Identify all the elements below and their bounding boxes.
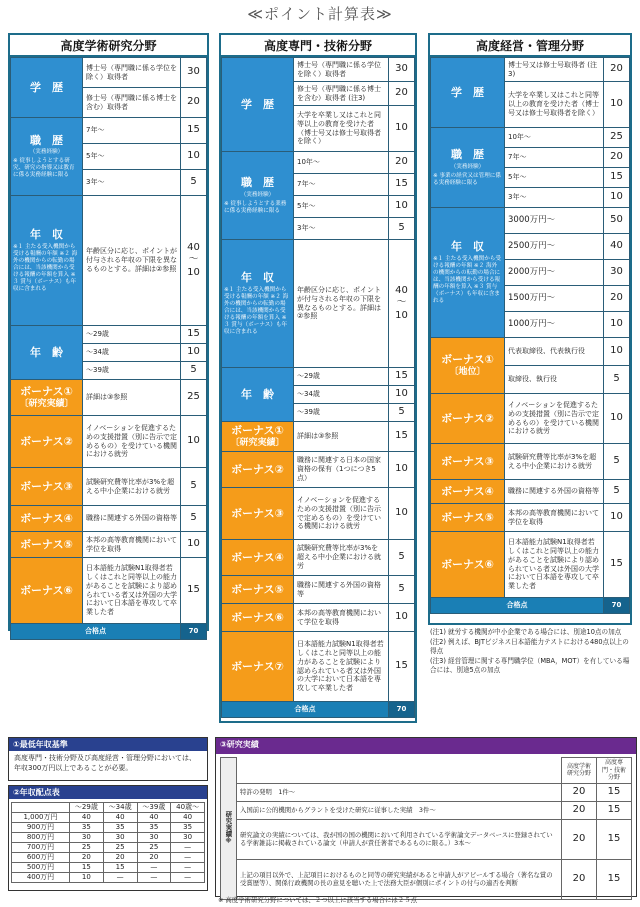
table-cell: —	[171, 863, 205, 873]
pass-value: 70	[181, 624, 207, 640]
bonus-text: イノベーションを促進するための支援措置（別に告示で定めるもの）を受けている機関における就労	[505, 394, 604, 444]
points: 10	[389, 106, 415, 152]
edu-row: 修士号（専門職に係る博士を含む）取得者 (注3)	[294, 82, 389, 106]
table-cell: 10	[70, 873, 104, 883]
income-label: 年 収	[451, 240, 484, 254]
table-cell: 30	[137, 833, 171, 843]
exp-note: ※ 従事しようとする研究、研究の指導又は教育に係る実務経験に限る	[13, 158, 75, 179]
table-cell: 900万円	[12, 823, 70, 833]
pass-value: 70	[389, 702, 415, 718]
bonus-text: 本邦の高等教育機関において学位を取得	[505, 504, 604, 532]
col-header: 高度学術研究分野	[562, 758, 597, 784]
income-row: 2000万円〜	[505, 260, 604, 286]
bonus-label: ボーナス①	[441, 353, 494, 366]
bonus-text: 代表取締役、代表執行役	[505, 338, 604, 366]
points: 10	[389, 604, 415, 632]
bonus-text: 職務に関連する外国の資格等	[294, 576, 389, 604]
table-cell: —	[171, 853, 205, 863]
points: 5	[181, 170, 207, 196]
research-side-label: 研究実績※	[221, 758, 237, 900]
table-cell: 35	[70, 823, 104, 833]
points: 20	[562, 783, 597, 801]
tilde: 〜	[188, 254, 199, 266]
bonus-text: 詳細は③参照	[83, 380, 181, 416]
points: 15	[604, 168, 630, 188]
exp-row: 10年〜	[294, 152, 389, 174]
technical-column	[219, 33, 417, 723]
age-row: 〜34歳	[294, 386, 389, 404]
table-cell: 25	[137, 843, 171, 853]
age-label: 年 齢	[30, 345, 63, 359]
bonus-text: 日本語能力試験N1取得者若しくはこれと同等以上の能力があることを試験により認められている者又は外国の大学において日本語を専攻して卒業した者	[505, 532, 604, 598]
col-header: 〜34歳	[103, 803, 137, 813]
points: 15	[389, 632, 415, 702]
exp-label: 職 歴	[241, 176, 274, 190]
table-cell: 20	[137, 853, 171, 863]
points: 10	[604, 312, 630, 338]
points: 40	[187, 241, 200, 253]
points: 15	[597, 783, 632, 801]
table-cell: 35	[103, 823, 137, 833]
income-note: ※１ 主たる受入機関から受ける報酬の年額 ※２ 海外の機関からの転勤の場合には、当該機関から受ける報酬の年額を算入 ※３ 賞与（ボーナス）も年収に含まれる	[433, 255, 501, 304]
income-table	[11, 802, 205, 883]
bonus-sub: 〔研究実績〕	[19, 398, 74, 409]
exp-label: 職 歴	[30, 133, 63, 147]
pass-label: 合格点	[222, 702, 389, 718]
management-table	[430, 57, 630, 614]
note: (注2) 例えば、BJTビジネス日本語能力テストにおける480点以上の得点	[430, 637, 629, 656]
points: 10	[181, 532, 207, 558]
bonus-label: ボーナス①	[231, 424, 284, 437]
points: 20	[562, 859, 597, 899]
bonus-label: ボーナス⑤	[231, 582, 284, 596]
bonus-text: 日本語能力試験N1取得者若しくはこれと同等以上の能力があることを試験により認められている者又は外国の大学において日本語を専攻して卒業した者	[294, 632, 389, 702]
col-header	[12, 803, 70, 813]
table-cell: 40	[171, 813, 205, 823]
income-note: ※１ 主たる受入機関から受ける報酬の年額 ※２ 海外の機関からの転勤の場合には、当該機関から受ける報酬の年額を算入 ※３ 賞与（ボーナス）も年収に含まれる	[13, 243, 78, 292]
bonus-label: ボーナス③	[441, 454, 494, 468]
edu-row: 大学を卒業し又はこれと同等以上の教育を受けた者（博士号又は修士号取得者を除く）	[294, 106, 389, 152]
points: 40	[604, 234, 630, 260]
academic-header: 高度学術研究分野	[10, 35, 207, 57]
management-column	[428, 33, 632, 625]
management-header: 高度経営・管理分野	[430, 35, 630, 57]
income-row: 3000万円〜	[505, 208, 604, 234]
research-footnote: ※ 高度学術研究分野については、２つ以上に該当する場合には２５点	[218, 896, 417, 904]
bonus-text: 試験研究費等比率が3%を超える中小企業における就労	[294, 540, 389, 576]
exp-label: 職 歴	[451, 148, 484, 162]
bonus-label: ボーナス③	[231, 506, 284, 520]
table-cell: 25	[70, 843, 104, 853]
table-cell: 600万円	[12, 853, 70, 863]
research-row: 上記の項目以外で、上記項目におけるものと同等の研究実績があると申請人がアピールする場合（著名な賞の受賞歴等）、関係行政機関の長の意見を聴いた上で法務大臣が個別にポイントの付与の適否を判断	[237, 859, 562, 899]
table-cell: 15	[70, 863, 104, 873]
points: 5	[389, 218, 415, 240]
table-cell: 800万円	[12, 833, 70, 843]
income-row: 1500万円〜	[505, 286, 604, 312]
income-text: 年齢区分に応じ、ポイントが付与される年収の下限を異なるものとする。詳細は②参照	[294, 240, 389, 368]
technical-header: 高度専門・技術分野	[221, 35, 415, 57]
edu-row: 博士号又は修士号取得者 (注3)	[505, 58, 604, 82]
bonus-text: 取締役、執行役	[505, 366, 604, 394]
bonus-label: ボーナス⑤	[441, 510, 494, 524]
col-header: 〜29歳	[70, 803, 104, 813]
research-row: 入国前に公的機関からグラントを受けた研究に従事した実績 3件〜	[237, 801, 562, 819]
bonus-text: 職務に関連する日本の国家資格の保有（1つにつき5点）	[294, 452, 389, 488]
points: 50	[604, 208, 630, 234]
points: 5	[604, 480, 630, 504]
points: 5	[389, 540, 415, 576]
points: 15	[597, 819, 632, 859]
points: 20	[181, 88, 207, 118]
points: 5	[604, 444, 630, 480]
bonus-sub: 〔地位〕	[449, 366, 486, 377]
table-cell: 20	[103, 853, 137, 863]
points: 30	[181, 58, 207, 88]
points: 5	[181, 362, 207, 380]
income-note: ※１ 主たる受入機関から受ける報酬の年額 ※２ 海外の機関からの転勤の場合には、当該機関から受ける報酬の年額を算入 ※３ 賞与（ボーナス）も年収に含まれる	[224, 286, 289, 335]
bonus-label: ボーナス②	[231, 462, 284, 476]
bonus-text: 日本語能力試験N1取得者若しくはこれと同等以上の能力があることを試験により認められている者又は外国の大学において日本語を専攻して卒業した者	[83, 558, 181, 624]
income-label: 年 収	[30, 228, 63, 242]
points: 20	[604, 148, 630, 168]
table-cell: 15	[103, 863, 137, 873]
bonus-label: ボーナス④	[231, 550, 284, 564]
bonus-text: 本邦の高等教育機関において学位を取得	[294, 604, 389, 632]
income-table-box	[8, 785, 208, 891]
edu-label: 学 歴	[241, 97, 274, 111]
points: 30	[604, 260, 630, 286]
points: 10	[604, 504, 630, 532]
bonus-label: ボーナス②	[20, 434, 73, 448]
age-label: 年 齢	[241, 387, 274, 401]
col-header: 高度専門・技術分野	[597, 758, 632, 784]
table-cell: 40	[70, 813, 104, 823]
points: 10	[187, 266, 200, 278]
income-table-title: ②年収配点表	[9, 786, 207, 799]
exp-row: 3年〜	[505, 188, 604, 208]
exp-sub: （実務経験）	[450, 163, 485, 170]
table-cell: 20	[70, 853, 104, 863]
bonus-label: ボーナス④	[20, 511, 73, 525]
bonus-label: ボーナス①	[20, 385, 73, 398]
bonus-sub: 〔研究実績〕	[230, 437, 285, 448]
min-income-box	[8, 737, 208, 781]
points: 20	[389, 152, 415, 174]
bonus-label: ボーナス⑤	[20, 537, 73, 551]
exp-row: 3年〜	[294, 218, 389, 240]
edu-label: 学 歴	[30, 80, 63, 94]
points: 15	[181, 326, 207, 344]
page-title: ≪ポイント計算表≫	[247, 5, 393, 23]
bonus-text: 試験研究費等比率が3%を超える中小企業における就労	[505, 444, 604, 480]
table-cell: —	[171, 843, 205, 853]
exp-row: 7年〜	[83, 118, 181, 144]
min-income-text: 高度専門・技術分野及び高度経営・管理分野においては、年収300万円以上であることが必要。	[14, 754, 196, 772]
points: 10	[389, 488, 415, 540]
income-row: 2500万円〜	[505, 234, 604, 260]
exp-row: 3年〜	[83, 170, 181, 196]
exp-note: ※ 事業の経営又は管理に係る実務経験に限る	[433, 172, 501, 186]
points: 10	[389, 196, 415, 218]
tilde: 〜	[396, 297, 407, 309]
points: 10	[389, 386, 415, 404]
table-cell: 1,000万円	[12, 813, 70, 823]
col-header: 40歳〜	[171, 803, 205, 813]
edu-row: 博士号（専門職に係る学位を除く）取得者	[294, 58, 389, 82]
exp-row: 7年〜	[294, 174, 389, 196]
bonus-text: 詳細は③参照	[294, 422, 389, 452]
points: 5	[181, 468, 207, 506]
points: 30	[389, 58, 415, 82]
income-row: 1000万円〜	[505, 312, 604, 338]
table-cell: —	[103, 873, 137, 883]
points: 15	[604, 532, 630, 598]
table-cell: 700万円	[12, 843, 70, 853]
note: (注3) 経営管理に関する専門職学位（MBA，MOT）を有している場合には、別途5点の加点	[430, 656, 630, 675]
points: 15	[181, 118, 207, 144]
exp-row: 5年〜	[83, 144, 181, 170]
table-cell: 40	[137, 813, 171, 823]
points: 10	[181, 144, 207, 170]
table-cell: 25	[103, 843, 137, 853]
pass-value: 70	[604, 598, 630, 614]
age-row: 〜39歳	[83, 362, 181, 380]
academic-column	[8, 33, 209, 636]
edu-row: 博士号（専門職に係る学位を除く）取得者	[83, 58, 181, 88]
bonus-label: ボーナス③	[20, 479, 73, 493]
points: 15	[597, 801, 632, 819]
research-row: 特許の発明 1件〜	[237, 783, 562, 801]
points: 5	[604, 366, 630, 394]
points: 10	[181, 344, 207, 362]
table-cell: —	[137, 873, 171, 883]
exp-sub: （実務経験）	[240, 191, 275, 198]
research-title: ③研究実績	[216, 738, 636, 754]
points: 25	[181, 380, 207, 416]
points: 10	[604, 188, 630, 208]
points: 20	[562, 801, 597, 819]
edu-row: 大学を卒業し又はこれと同等以上の教育を受けた者（博士号又は修士号取得者を除く）	[505, 82, 604, 128]
age-row: 〜34歳	[83, 344, 181, 362]
points: 5	[181, 506, 207, 532]
points: 10	[181, 416, 207, 468]
income-label: 年 収	[241, 271, 274, 285]
col-header: 〜39歳	[137, 803, 171, 813]
bonus-text: 本邦の高等教育機関において学位を取得	[83, 532, 181, 558]
points: 25	[604, 128, 630, 148]
management-notes	[430, 628, 635, 676]
bonus-text: 職務に関連する外国の資格等	[505, 480, 604, 504]
academic-table	[10, 57, 207, 640]
points: 15	[389, 422, 415, 452]
note: (注1) 就労する機関が中小企業である場合には、別途10点の加点	[430, 628, 622, 636]
bonus-text: イノベーションを促進するための支援措置（別に告示で定めるもの）を受けている機関における就労	[83, 416, 181, 468]
points: 15	[389, 368, 415, 386]
age-row: 〜29歳	[83, 326, 181, 344]
exp-row: 7年〜	[505, 148, 604, 168]
points: 40	[395, 284, 408, 296]
points: 10	[604, 338, 630, 366]
table-cell: —	[137, 863, 171, 873]
table-cell: 400万円	[12, 873, 70, 883]
table-cell: 30	[70, 833, 104, 843]
edu-label: 学 歴	[451, 85, 484, 99]
points: 10	[604, 82, 630, 128]
income-text: 年齢区分に応じ、ポイントが付与される年収の下限を異なるものとする。詳細は②参照	[83, 196, 181, 326]
table-cell: 500万円	[12, 863, 70, 873]
exp-sub: （実務経験）	[29, 149, 64, 156]
exp-row: 5年〜	[294, 196, 389, 218]
bonus-text: 職務に関連する外国の資格等	[83, 506, 181, 532]
research-row: 研究論文の実績については、我が国の国の機関において利用されている学術論文データベースに登録されている学術雑誌に掲載されている論文（申請人が責任著者であるものに限る。）3本〜	[237, 819, 562, 859]
bonus-label: ボーナス②	[441, 411, 494, 425]
table-cell: 40	[103, 813, 137, 823]
exp-row: 10年〜	[505, 128, 604, 148]
points: 10	[395, 309, 408, 321]
bonus-label: ボーナス⑥	[441, 557, 494, 571]
points: 10	[389, 452, 415, 488]
bonus-label: ボーナス④	[441, 484, 494, 498]
table-cell: —	[171, 873, 205, 883]
points: 5	[389, 576, 415, 604]
points: 15	[389, 174, 415, 196]
min-income-title: ①最低年収基準	[9, 738, 207, 751]
points: 20	[604, 286, 630, 312]
points: 20	[562, 819, 597, 859]
technical-table	[221, 57, 415, 718]
table-cell: 35	[171, 823, 205, 833]
research-table	[220, 757, 632, 900]
points: 10	[604, 394, 630, 444]
points: 15	[597, 859, 632, 899]
points: 15	[181, 558, 207, 624]
pass-label: 合格点	[431, 598, 604, 614]
bonus-label: ボーナス⑥	[20, 583, 73, 597]
exp-note: ※ 従事しようとする業務に係る実務経験に限る	[224, 200, 287, 214]
age-row: 〜39歳	[294, 404, 389, 422]
bonus-label: ボーナス⑦	[231, 659, 284, 673]
table-cell: 30	[103, 833, 137, 843]
table-cell: 30	[171, 833, 205, 843]
research-box	[215, 737, 637, 897]
bonus-text: 試験研究費等比率が3%を超える中小企業における就労	[83, 468, 181, 506]
exp-row: 5年〜	[505, 168, 604, 188]
edu-row: 修士号（専門職に係る博士を含む）取得者	[83, 88, 181, 118]
points: 20	[604, 58, 630, 82]
points: 5	[389, 404, 415, 422]
points: 20	[389, 82, 415, 106]
pass-label: 合格点	[11, 624, 181, 640]
bonus-text: イノベーションを促進するための支援措置（別に告示で定めるもの）を受けている機関における就労	[294, 488, 389, 540]
bonus-label: ボーナス⑥	[231, 610, 284, 624]
table-cell: 35	[137, 823, 171, 833]
age-row: 〜29歳	[294, 368, 389, 386]
